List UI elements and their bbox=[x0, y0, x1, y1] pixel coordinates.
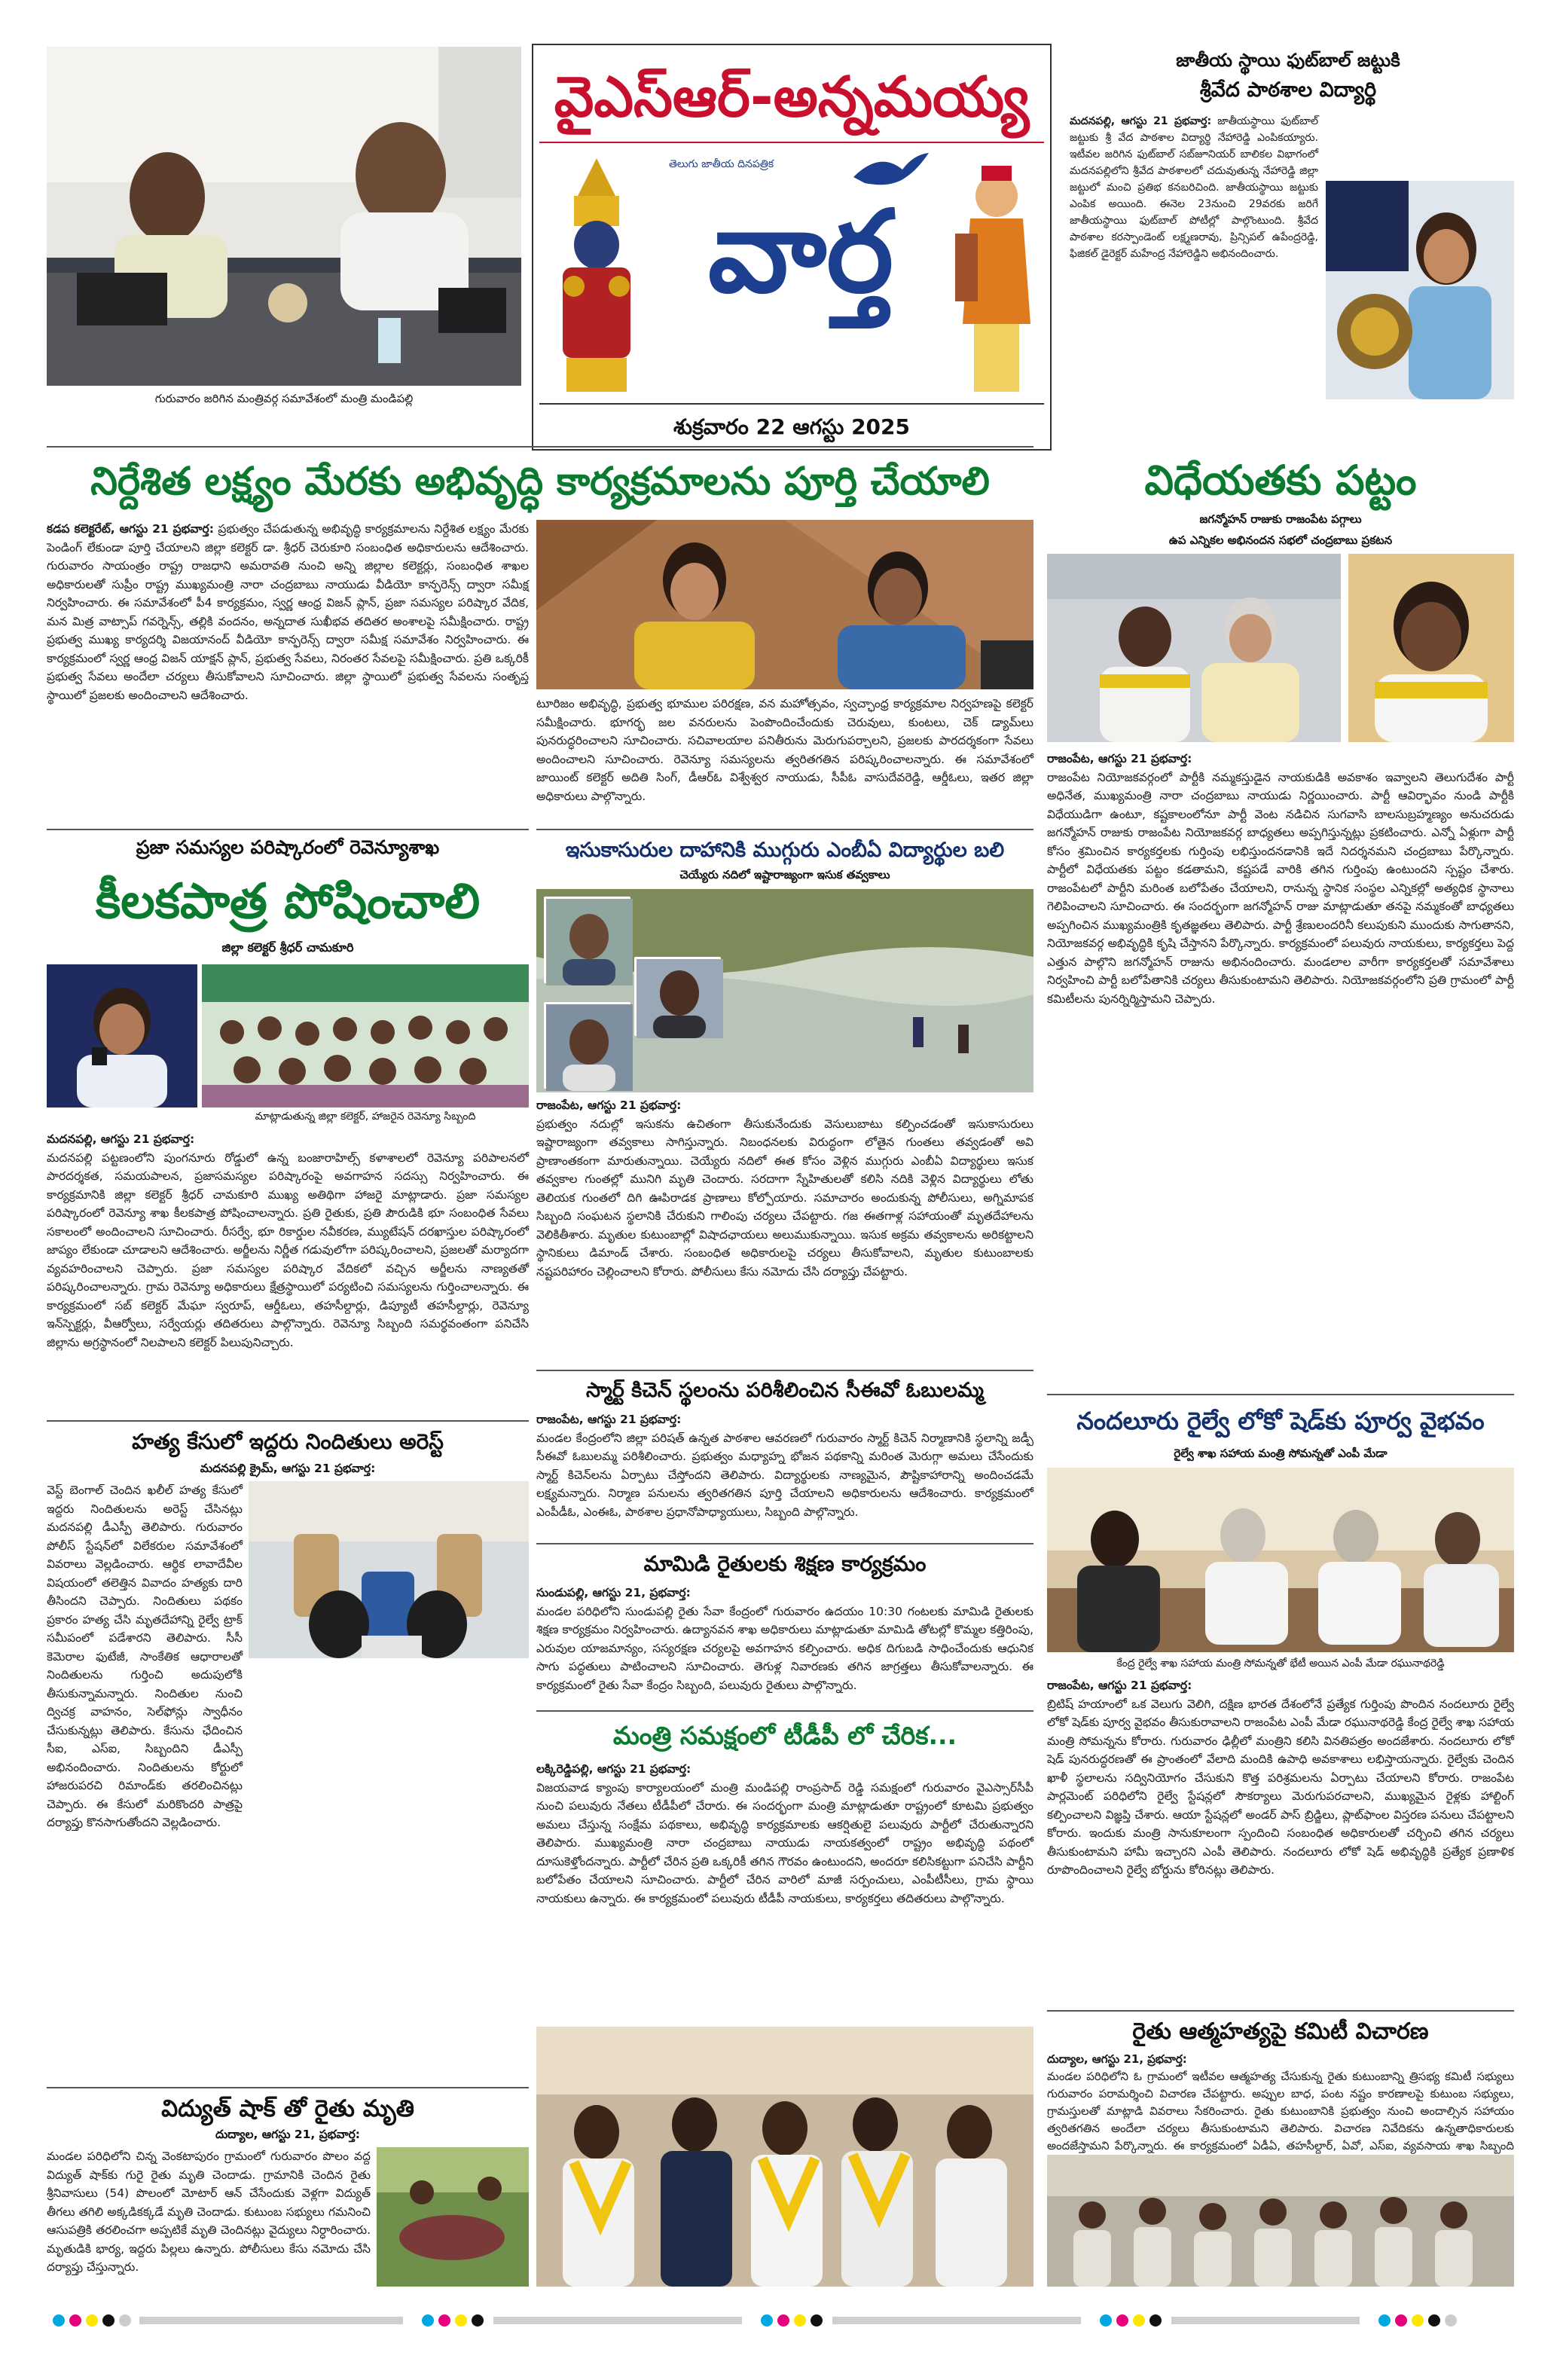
tdp-dateline: లక్కిరెడ్డిపల్లి, ఆగస్టు 21 ప్రభవార్త: bbox=[536, 1762, 691, 1776]
murder-headline: హత్య కేసులో ఇద్దరు నిందితులు అరెస్ట్ bbox=[132, 1429, 444, 1454]
drowning-top-rule bbox=[536, 829, 1033, 830]
reg-dot-magenta bbox=[69, 2314, 81, 2327]
reg-bar-3 bbox=[832, 2317, 1081, 2324]
kitchen-dateline: రాజంపేట, ఆగస్టు 21 ప్రభవార్త: bbox=[536, 1413, 682, 1426]
victim-photo-1 bbox=[544, 897, 630, 983]
kitchen-headline: స్మార్ట్ కిచెన్ స్థలంను పరిశీలించిన సీఈవో ఓబులమ్మ bbox=[586, 1379, 984, 1402]
football-body bbox=[1070, 113, 1318, 445]
revenue-photo-inset bbox=[47, 964, 197, 1108]
murder-top-rule bbox=[47, 1420, 529, 1422]
revenue-top-rule bbox=[47, 829, 529, 830]
reg-dot-cyan-4 bbox=[1100, 2314, 1112, 2327]
revenue-headline: కీలకపాత్ర పోషించాలి bbox=[95, 874, 481, 930]
lead-top-rule bbox=[47, 446, 1033, 448]
tdp-photo bbox=[536, 2027, 1033, 2287]
railway-body-text: బ్రిటిష్ హయాంలో ఒక వెలుగు వెలిగి, దక్షిణ భారత దేశంలోనే ప్రత్యేక గుర్తింపు పొందిన నందలూరు రైల్వే లోకో షెడ్‌కు పూర్వ వైభవం తీసుకురావాలని రాజంపేట ఎంపీ మేడా రఘునాథరెడ్డి కేంద్ర రైల్వే శాఖ సహాయ మంత్రి సోమన్నను కోరారు. గురువారం ఢిల్లీలో మంత్రిని కలిసి వినతిపత్రం అందజేశారు. నందలూరు లోకో షెడ్ పునరుద్ధరణతో ఈ ప్రాంతంలో వేలాది మందికి ఉపాధి అవకాశాలు లభిస్తాయన్నారు. రైల్వేకు చెందిన ఖాళీ స్థలాలను సద్వినియోగం చేసుకుని కొత్త పరిశ్రమలను ఏర్పాటు చేయాలని కోరారు. రాజంపేట పార్లమెంట్ పరిధిలోని రైల్వే స్టేషన్లలో సౌకర్యాలు మెరుగుపరచాలని, ముఖ్యమైన రైళ్లకు హాల్టింగ్ కల్పించాలని విజ్ఞప్తి చేశారు. ఆయా స్టేషన్లలో అండర్ పాస్ బ్రిడ్జిలు, ప్లాట్‌ఫాంల విస్తరణ పనులు చేపట్టాలని కోరారు. ఇందుకు మంత్రి సానుకూలంగా స్పందించి సంబంధిత అధికారులతో చర్చించి తగిన చర్యలు తీసుకుంటామని హామీ ఇచ్చారని ఎంపీ తెలిపారు. నందలూరు లోకో షెడ్ అభివృద్ధికి ప్రత్యేక ప్రణాళిక రూపొందించాలని రైల్వే బోర్డును కోరినట్లు తెలిపారు. bbox=[1047, 1697, 1514, 1877]
masthead bbox=[532, 44, 1052, 451]
murder-body-cont bbox=[47, 1665, 529, 2079]
tdp-body-text: విజయవాడ క్యాంపు కార్యాలయంలో మంత్రి మండిపల్లి రాంప్రసాద్ రెడ్డి సమక్షంలో గురువారం వైఎస్సార్‌సీపీ నుంచి పలువురు నేతలు టీడీపీలో చేరారు. ఈ సందర్భంగా మంత్రి మాట్లాడుతూ రాష్ట్రంలో కూటమి ప్రభుత్వం అమలు చేస్తున్న సంక్షేమ పథకాలు, అభివృద్ధి కార్యక్రమాలకు ఆకర్షితులై పలువురు పార్టీలో చేరుతున్నారని తెలిపారు. ముఖ్యమంత్రి నారా చంద్రబాబు నాయుడు నాయకత్వంలో రాష్ట్రం అభివృద్ధి పథంలో దూసుకెళ్తోందన్నారు. పార్టీలో చేరిన ప్రతి ఒక్కరికీ తగిన గౌరవం ఉంటుందని, అందరూ కలిసికట్టుగా పనిచేసి పార్టీని బలోపేతం చేయాలని సూచించారు. పార్టీలో చేరిన వారిలో మాజీ సర్పంచులు, ఎంపీటీసీలు, గ్రామ స్థాయి నాయకులు ఉన్నారు. ఈ కార్యక్రమంలో పలువురు టీడీపీ నాయకులు, కార్యకర్తలు తదితరులు పాల్గొన్నారు. bbox=[536, 1780, 1033, 1905]
registration-bar bbox=[0, 2305, 1557, 2336]
railway-caption: కేంద్ర రైల్వే శాఖ సహాయ మంత్రి సోమన్నతో భేటీ అయిన ఎంపీ మేడా రఘునాథరెడ్డి bbox=[1116, 1657, 1445, 1670]
drowning-sub: చెయ్యేరు నదిలో ఇష్టారాజ్యంగా ఇసుక తవ్వకాలు bbox=[679, 868, 890, 881]
loyalty-sub2: ఉప ఎన్నికల అభినందన సభలో చంద్రబాబు ప్రకటన bbox=[1168, 533, 1393, 547]
reg-dot-magenta-3 bbox=[777, 2314, 789, 2327]
lead-body-left-text: ప్రభుత్వం చేపడుతున్న అభివృద్ధి కార్యక్రమాలను నిర్దేశిత లక్ష్యం మేరకు పెండింగ్ లేకుండా పూర్తి చేయాలని జిల్లా కలెక్టర్ డా. శ్రీధర్ చెరుకూరి సంబంధిత అధికారులను ఆదేశించారు. గురువారం సాయంత్రం రాష్ట్ర రాజధాని అమరావతి నుంచి అన్ని జిల్లాల కలెక్టర్లు, సంబంధిత శాఖల అధికారులతో సుప్రీం రాష్ట్ర ముఖ్యమంత్రి నారా చంద్రబాబు నాయుడు వీడియో కాన్ఫరెన్స్ ద్వారా సమీక్ష నిర్వహించారు. ఈ సమావేశంలో పీ4 కార్యక్రమం, స్వర్ణ ఆంధ్ర విజన్ ప్లాన్, ప్రజా సమస్యల పరిష్కార వేదిక, మన మిత్ర వాట్సాప్ గవర్నెన్స్, తల్లికి వందనం, అన్నదాత సుఖీభవ తదితర అంశాలపై సమీక్షించారు. రాష్ట్ర ప్రభుత్వ ముఖ్య కార్యదర్శి విజయానంద్ వీడియో కాన్ఫరెన్స్ ద్వారా సమీక్ష సమావేశం నిర్వహించారు. ఈ కార్యక్రమంలో స్వర్ణ ఆంధ్ర విజన్ యాక్షన్ ప్లాన్, ప్రభుత్వ సేవలు, నిరంతర సేవలపై సమీక్షించారు. ప్రతి ఒక్కరికీ ప్రభుత్వ సేవలు అందేలా చర్యలు తీసుకోవాలని సూచించారు. జిల్లా స్థాయిలో ప్రభుత్వ సేవలను సంతృప్త స్థాయిలో ప్రజలకు అందించాలని ఆదేశించారు. bbox=[47, 522, 529, 702]
reg-bar-2 bbox=[493, 2317, 742, 2324]
revenue-kicker: ప్రజా సమస్యల పరిష్కారంలో రెవెన్యూశాఖ bbox=[136, 836, 440, 858]
revenue-photo-crowd bbox=[202, 964, 529, 1108]
mango-body bbox=[536, 1584, 1033, 1708]
reg-dot-black-3 bbox=[811, 2314, 823, 2327]
kitchen-top-rule bbox=[536, 1370, 1033, 1371]
kitchen-body bbox=[536, 1410, 1033, 1538]
loyalty-body-text: రాజంపేట నియోజకవర్గంలో పార్టీకి నమ్మకస్తుడైన నాయకుడికి అవకాశం ఇవ్వాలని తెలుగుదేశం పార్టీ అధినేత, ముఖ్యమంత్రి నారా చంద్రబాబు నాయుడు నిర్ణయించారు. పార్టీ ఆవిర్భావం నుండి పార్టీకి విధేయుడిగా ఉంటూ, కష్టకాలంలోనూ పార్టీ వెంట నడిచిన సుగవాసి బాలసుబ్రహ్మణ్యం అనుచరుడు జగన్మోహన్ రాజుకు రాజంపేట నియోజకవర్గ బాధ్యతలు అప్పగిస్తున్నట్లు ప్రకటించారు. ఎన్నో ఏళ్లుగా పార్టీ కోసం శ్రమించిన కార్యకర్తలకు గుర్తింపు లభిస్తుందనడానికి ఇదే నిదర్శనమని చంద్రబాబు పేర్కొన్నారు. పార్టీలో విధేయతకు పట్టం కడతామని, కష్టపడే వారికి తగిన గుర్తింపు ఉంటుందని స్పష్టం చేశారు. రాజంపేటలో పార్టీని మరింత బలోపేతం చేయాలని, రానున్న స్థానిక సంస్థల ఎన్నికల్లో అత్యధిక స్థానాలు గెలిపించాలని సూచించారు. ఈ సందర్భంగా జగన్మోహన్ రాజు మాట్లాడుతూ తనపై నమ్మకంతో బాధ్యతలు అప్పగించిన ముఖ్యమంత్రికి కృతజ్ఞతలు తెలిపారు. పార్టీ శ్రేణులందరినీ కలుపుకుని ముందుకు సాగుతానని, నియోజకవర్గ అభివృద్ధికి కృషి చేస్తానని పేర్కొన్నారు. కార్యక్రమంలో పలువురు నాయకులు, కార్యకర్తలు పెద్ద ఎత్తున పాల్గొని జగన్మోహన్ రాజును అభినందించారు. మండలాల వారీగా కార్యకర్తలతో సమావేశాలు నిర్వహించి పార్టీ బలోపేతానికి చర్యలు తీసుకుంటామని తెలిపారు. నియోజకవర్గంలోని ప్రతి గ్రామంలో పార్టీ కమిటీలను పునర్నిర్మిస్తామని చెప్పారు. bbox=[1047, 770, 1514, 1006]
tdp-top-rule bbox=[536, 1710, 1033, 1712]
railway-headline: నందలూరు రైల్వే లోకో షెడ్‌కు పూర్వ వైభవం bbox=[1076, 1407, 1485, 1435]
masthead-date: శుక్రవారం 22 ఆగస్టు 2025 bbox=[673, 414, 910, 439]
reg-dot-black-5 bbox=[1428, 2314, 1440, 2327]
reg-dot-cyan bbox=[53, 2314, 65, 2327]
tdp-headline: మంత్రి సమక్షంలో టీడీపీ లో చేరిక... bbox=[612, 1721, 957, 1750]
shock-body: మండల పరిధిలోని చిన్న వెంకటాపురం గ్రామంలో గురువారం పొలం వద్ద విద్యుత్ షాక్‌కు గురై రైతు మృతి చెందాడు. గ్రామానికి చెందిన రైతు శ్రీనివాసులు (54) పొలంలో మోటార్ ఆన్ చేసేందుకు వెళ్లగా విద్యుత్ తీగలు తగిలి అక్కడికక్కడే మృతి చెందాడు. కుటుంబ సభ్యులు గమనించి ఆసుపత్రికి తరలించగా అప్పటికే మృతి చెందినట్లు వైద్యులు నిర్ధారించారు. మృతుడికి భార్య, ఇద్దరు పిల్లలు ఉన్నారు. పోలీసులు కేసు నమోదు చేసి దర్యాప్తు చేస్తున్నారు. bbox=[47, 2149, 371, 2274]
masthead-logo: వార్త bbox=[707, 187, 894, 318]
drowning-body bbox=[536, 1096, 1033, 1364]
mango-body-text: మండల పరిధిలోని సుండుపల్లి రైతు సేవా కేంద్రంలో గురువారం ఉదయం 10:30 గంటలకు మామిడి రైతులకు శిక్షణ కార్యక్రమం నిర్వహించారు. ఉద్యానవన శాఖ అధికారులు మాట్లాడుతూ మామిడి తోటల్లో కొమ్మల కత్తిరింపు, ఎరువుల యాజమాన్యం, సస్యరక్షణ చర్యలపై అవగాహన కల్పించారు. అధిక దిగుబడి సాధించేందుకు ఆధునిక సాగు పద్ధతులు పాటించాలని సూచించారు. తెగుళ్ల నివారణకు తగిన జాగ్రత్తలు తీసుకోవాలన్నారు. ఈ కార్యక్రమంలో రైతు సేవా కేంద్రం సిబ్బంది, పలువురు రైతులు పాల్గొన్నారు. bbox=[536, 1604, 1033, 1692]
victim-photo-3 bbox=[544, 1002, 630, 1089]
drowning-dateline: రాజంపేట, ఆగస్టు 21 ప్రభవార్త: bbox=[536, 1098, 682, 1112]
football-body-text: జాతీయస్థాయి ఫుట్‌బాల్ జట్టుకు శ్రీ వేద పాఠశాల విద్యార్థి నేహారెడ్డి ఎంపికయ్యారు. ఇటీవల జరిగిన ఫుట్‌బాల్ సబ్‌జూనియర్ బాలికల విభాగంలో మదనపల్లిలోని శ్రీవేద పాఠశాలలో చదువుతున్న నేహారెడ్డి జిల్లా జట్టులో మంచి ప్రతిభ కనబరిచింది. జాతీయస్థాయి జట్టుకు ఎంపిక అయింది. ఈనెల 23నుంచి 29వరకు జరిగే జాతీయస్థాయి ఫుట్‌బాల్ పోటీల్లో పాల్గొంటుంది. శ్రీవేద పాఠశాల కరస్పాండెంట్ లక్ష్మణరావు, ప్రిన్సిపల్ ఉపేంద్రరెడ్డి, ఫిజికల్ డైరెక్టర్ మహేంద్ర నేహారెడ్డిని అభినందించారు. bbox=[1070, 115, 1319, 260]
mango-top-rule bbox=[536, 1543, 1033, 1544]
loyalty-sub1: జగన్మోహన్ రాజుకు రాజంపేట పగ్గాలు bbox=[1199, 512, 1362, 526]
reg-dot-grey bbox=[119, 2314, 131, 2327]
football-dateline: మదనపల్లి, ఆగస్టు 21 ప్రభవార్త: bbox=[1070, 115, 1212, 127]
reg-dot-yellow-3 bbox=[794, 2314, 806, 2327]
railway-photo bbox=[1047, 1468, 1514, 1652]
railway-dateline: రాజంపేట, ఆగస్టు 21 ప్రభవార్త: bbox=[1047, 1679, 1192, 1692]
lead-body-left bbox=[47, 520, 529, 821]
reg-dot-yellow-4 bbox=[1133, 2314, 1145, 2327]
suicide-body bbox=[1047, 2051, 1514, 2152]
masthead-district: వైఎస్ఆర్-అన్నమయ్య bbox=[539, 51, 1044, 143]
mango-dateline: సుండుపల్లి, ఆగస్టు 21, ప్రభవార్త: bbox=[536, 1586, 691, 1599]
suicide-top-rule bbox=[1047, 2010, 1514, 2012]
masthead-date-rule bbox=[539, 403, 1044, 405]
reg-dot-black-2 bbox=[472, 2314, 484, 2327]
suicide-headline: రైతు ఆత్మహత్యపై కమిటీ విచారణ bbox=[1132, 2018, 1429, 2045]
revenue-caption: మాట్లాడుతున్న జిల్లా కలెక్టర్, హాజరైన రెవెన్యూ సిబ్బంది bbox=[255, 1111, 476, 1123]
loyalty-photo-right bbox=[1348, 554, 1514, 742]
reg-dot-cyan-5 bbox=[1378, 2314, 1391, 2327]
victim-photo-2 bbox=[634, 957, 721, 1036]
meeting-photo bbox=[47, 47, 521, 386]
revenue-dateline: మదనపల్లి, ఆగస్టు 21 ప్రభవార్త: bbox=[47, 1132, 195, 1146]
reg-bar-4 bbox=[1171, 2317, 1360, 2324]
loyalty-headline: విధేయతకు పట్టం bbox=[1144, 457, 1417, 504]
reg-dot-yellow bbox=[86, 2314, 98, 2327]
shock-photo bbox=[377, 2147, 529, 2287]
football-photo bbox=[1326, 181, 1514, 399]
lead-headline: నిర్దేశిత లక్ష్యం మేరకు అభివృద్ధి కార్యక్రమాలను పూర్తి చేయాలి bbox=[90, 460, 990, 504]
dove-icon bbox=[850, 147, 933, 192]
lead-body-right: టూరిజం అభివృద్ధి, ప్రభుత్వ భూముల పరిరక్షణ, వన మహోత్సవం, స్వచ్ఛాంధ్ర కార్యక్రమాల నిర్వహణపై కలెక్టర్ సమీక్షించారు. భూగర్భ జల వనరులను పెంపొందించేందుకు చెరువులు, కుంటలు, చెక్ డ్యామ్‌లు పునరుద్ధరించాలని సూచించారు. సచివాలయాల పనితీరును మెరుగుపర్చాలని, ప్రజలకు పారదర్శకంగా సేవలు అందించాలని సూచించారు. రెవెన్యూ సమస్యలను త్వరితగతిన పరిష్కరించాలన్నారు. ఈ సమావేశంలో జాయింట్ కలెక్టర్ అదితి సింగ్, డీఆర్‌ఓ విశ్వేశ్వర నాయుడు, సీపీఓ వాసుదేవరెడ్డి, ఆర్డీఓలు, ఇతర జిల్లా అధికారులు పాల్గొన్నారు. bbox=[536, 697, 1033, 803]
reg-dot-cyan-3 bbox=[761, 2314, 773, 2327]
kitchen-body-text: మండల కేంద్రంలోని జిల్లా పరిషత్ ఉన్నత పాఠశాల ఆవరణలో గురువారం స్మార్ట్ కిచెన్ నిర్మాణానికి స్థలాన్ని జడ్పీ సీఈవో ఓబులమ్మ పరిశీలించారు. ప్రభుత్వం మధ్యాహ్న భోజన పథకాన్ని మరింత మెరుగ్గా అమలు చేసేందుకు స్మార్ట్ కిచెన్‌లను ఏర్పాటు చేస్తోందని తెలిపారు. విద్యార్థులకు నాణ్యమైన, పౌష్టికాహారాన్ని అందించడమే లక్ష్యమన్నారు. నిర్మాణ పనులను త్వరితగతిన పూర్తి చేయాలని అధికారులను ఆదేశించారు. కార్యక్రమంలో ఎంపీడీఓ, ఎంఈఓ, పాఠశాల ప్రధానోపాధ్యాయులు, సిబ్బంది పాల్గొన్నారు. bbox=[536, 1431, 1033, 1519]
revenue-byline: జిల్లా కలెక్టర్ శ్రీధర్ చామకూరి bbox=[221, 940, 354, 955]
deity-illustration bbox=[544, 151, 649, 399]
tdp-body bbox=[536, 1760, 1033, 2024]
reg-dot-black-4 bbox=[1149, 2314, 1162, 2327]
murder-photo bbox=[249, 1481, 529, 1658]
football-heading-1: జాతీయ స్థాయి ఫుట్‌బాల్ జట్టుకి bbox=[1176, 50, 1400, 71]
loyalty-photo-left bbox=[1047, 554, 1341, 742]
lead-dateline: కడప కలెక్టరేట్, ఆగస్టు 21 ప్రభవార్త: bbox=[47, 522, 214, 536]
railway-body bbox=[1047, 1676, 1514, 2004]
reg-dot-magenta-2 bbox=[438, 2314, 450, 2327]
reg-dot-magenta-5 bbox=[1395, 2314, 1407, 2327]
revenue-body-text: మదనపల్లి పట్టణంలోని పుంగనూరు రోడ్డులో ఉన్న బంజారాహిల్స్ కళాశాలలో రెవెన్యూ పరిపాలనలో పారదర్శకత, సమయపాలన, ప్రజాసమస్యల పరిష్కారంపై అవగాహన సదస్సు నిర్వహించారు. ఈ కార్యక్రమానికి జిల్లా కలెక్టర్ శ్రీధర్ చామకూరి ముఖ్య అతిథిగా హాజరై మాట్లాడారు. ప్రజా సమస్యల పరిష్కారంలో రెవెన్యూ శాఖ కీలకపాత్ర పోషించాలన్నారు. ప్రతి రైతుకు, ప్రతి పౌరుడికి భూ సంబంధిత సేవలు సకాలంలో అందించాలని సూచించారు. రీసర్వే, భూ రికార్డుల నవీకరణ, మ్యుటేషన్ దరఖాస్తుల పరిష్కారంలో జాప్యం లేకుండా చూడాలని ఆదేశించారు. అర్జీలను నిర్ణీత గడువులోగా పరిష్కరించాలని, ప్రజలతో మర్యాదగా వ్యవహరించాలని చెప్పారు. ప్రజా సమస్యల పరిష్కార వేదికలో వచ్చిన అర్జీలను నాణ్యతతో పరిష్కరించాలన్నారు. గ్రామ రెవెన్యూ అధికారులు క్షేత్రస్థాయిలో పర్యటించి సమస్యలను గుర్తించాలన్నారు. ఈ కార్యక్రమంలో సబ్ కలెక్టర్ మేఘా స్వరూప్, ఆర్డీఓలు, తహసీల్దార్లు, డిప్యూటీ తహసీల్దార్లు, రెవెన్యూ ఇన్‌స్పెక్టర్లు, వీఆర్వోలు, సర్వేయర్లు తదితరులు పాల్గొన్నారు. రెవెన్యూ సిబ్బంది సమర్థవంతంగా పనిచేసి జిల్లాను అగ్రస్థానంలో నిలపాలని కలెక్టర్ పిలుపునిచ్చారు. bbox=[47, 1150, 529, 1349]
meeting-photo-caption: గురువారం జరిగిన మంత్రివర్గ సమావేశంలో మంత్రి మండిపల్లి bbox=[154, 392, 414, 405]
annamayya-illustration bbox=[940, 158, 1046, 399]
reg-dot-yellow-5 bbox=[1412, 2314, 1424, 2327]
football-heading-2: శ్రీవేద పాఠశాల విద్యార్థి bbox=[1199, 78, 1377, 102]
drowning-headline: ఇసుకాసురుల దాహానికి ముగ్గురు ఎంబీఏ విద్యార్థుల బలి bbox=[565, 839, 1005, 862]
shock-dateline: దుద్యాల, ఆగస్టు 21, ప్రభవార్త: bbox=[215, 2128, 360, 2141]
drowning-body-text: ప్రభుత్వం నదుల్లో ఇసుకను ఉచితంగా తీసుకునేందుకు వెసులుబాటు కల్పించడంతో ఇసుకాసురులు ఇష్టారాజ్యంగా తవ్వకాలు సాగిస్తున్నారు. నిబంధనలకు విరుద్ధంగా లోతైన గుంతలు తవ్వడంతో అవి ప్రాణాంతకంగా మారుతున్నాయి. చెయ్యేరు నదిలో ఈత కోసం వెళ్లిన ముగ్గురు ఎంబీఏ విద్యార్థులు ఇసుక తవ్వకాల గుంతల్లో మునిగి మృతి చెందారు. సరదాగా స్నేహితులతో కలిసి నదికి వెళ్లిన విద్యార్థులు లోతు తెలియక గుంతలో దిగి ఊపిరాడక ప్రాణాలు కోల్పోయారు. సమాచారం అందుకున్న పోలీసులు, అగ్నిమాపక సిబ్బంది సంఘటన స్థలానికి చేరుకుని గాలింపు చర్యలు చేపట్టారు. గజ ఈతగాళ్ల సహాయంతో మృతదేహాలను వెలికితీశారు. మృతుల కుటుంబాల్లో విషాదఛాయలు అలుముకున్నాయి. ఇసుక అక్రమ తవ్వకాలను అరికట్టాలని స్థానికులు డిమాండ్ చేశారు. సంబంధిత అధికారులపై చర్యలు తీసుకోవాలని, మృతుల కుటుంబాలకు నష్టపరిహారం చెల్లించాలని కోరారు. పోలీసులు కేసు నమోదు చేసి దర్యాప్తు చేపట్టారు. bbox=[536, 1117, 1033, 1279]
suicide-dateline: దుద్యాల, ఆగస్టు 21, ప్రభవార్త: bbox=[1047, 2052, 1187, 2066]
loyalty-dateline: రాజంపేట, ఆగస్టు 21 ప్రభవార్త: bbox=[1047, 752, 1192, 765]
railway-top-rule bbox=[1047, 1394, 1514, 1395]
suicide-photo bbox=[1047, 2155, 1514, 2287]
reg-dot-cyan-2 bbox=[422, 2314, 434, 2327]
reg-dot-black bbox=[102, 2314, 114, 2327]
reg-dot-grey-5 bbox=[1445, 2314, 1457, 2327]
mango-headline: మామిడి రైతులకు శిక్షణ కార్యక్రమం bbox=[643, 1551, 927, 1576]
lead-photo bbox=[536, 520, 1033, 689]
shock-headline: విద్యుత్ షాక్ తో రైతు మృతి bbox=[161, 2095, 414, 2122]
reg-dot-yellow-2 bbox=[455, 2314, 467, 2327]
reg-bar-1 bbox=[139, 2317, 403, 2324]
masthead-tagline: తెలుగు జాతీయ దినపత్రిక bbox=[669, 158, 774, 170]
suicide-body-text: మండల పరిధిలోని ఓ గ్రామంలో ఇటీవల ఆత్మహత్య చేసుకున్న రైతు కుటుంబాన్ని త్రిసభ్య కమిటీ సభ్యులు గురువారం పరామర్శించి విచారణ చేపట్టారు. అప్పుల బాధ, పంట నష్టం కారణాలపై కుటుంబ సభ్యులు, గ్రామస్తులతో మాట్లాడి వివరాలు సేకరించారు. రైతు కుటుంబానికి ప్రభుత్వం నుంచి అందాల్సిన సహాయం త్వరితగతిన అందేలా చర్యలు తీసుకుంటామని తెలిపారు. విచారణ నివేదికను ఉన్నతాధికారులకు అందజేస్తామని పేర్కొన్నారు. ఈ కార్యక్రమంలో ఏడీఏ, తహసీల్దార్, ఏవో, ఎస్‌ఐ, వ్యవసాయ శాఖ సిబ్బంది bbox=[1047, 2070, 1514, 2152]
railway-sub: రైల్వే శాఖ సహాయ మంత్రి సోమన్నతో ఎంపీ మేడా bbox=[1174, 1447, 1388, 1460]
loyalty-body bbox=[1047, 750, 1514, 1390]
shock-top-rule bbox=[47, 2087, 529, 2088]
revenue-body bbox=[47, 1130, 529, 1413]
murder-body: వెస్ట్ బెంగాల్ చెందిన ఖలీల్ హత్య కేసులో ఇద్దరు నిందితులను అరెస్ట్ చేసినట్లు మదనపల్లి డీఎస్పీ తెలిపారు. గురువారం పోలీస్ స్టేషన్‌లో విలేకరుల సమావేశంలో వివరాలు వెల్లడించారు. ఆర్థిక లావాదేవీల విషయంలో తలెత్తిన వివాదం హత్యకు దారి తీసిందని చెప్పారు. నిందితులు పథకం ప్రకారం హత్య చేసి మృతదేహాన్ని రైల్వే ట్రాక్ సమీపంలో పడేశారని తెలిపారు. సీసీ కెమెరాల ఫుటేజీ, సాంకేతిక ఆధారాలతో నిందితులను గుర్తించి అదుపులోకి తీసుకున్నామన్నారు. నిందితుల నుంచి ద్విచక్ర వాహనం, సెల్‌ఫోన్లు స్వాధీనం చేసుకున్నట్లు తెలిపారు. కేసును ఛేదించిన సీఐ, ఎస్‌ఐ, సిబ్బందిని డీఎస్పీ అభినందించారు. నిందితులను కోర్టులో హాజరుపరచి రిమాండ్‌కు తరలించినట్లు చెప్పారు. ఈ కేసులో మరికొందరి పాత్రపై దర్యాప్తు కొనసాగుతోందని వెల్లడించారు. bbox=[47, 1483, 243, 1829]
reg-dot-magenta-4 bbox=[1116, 2314, 1128, 2327]
murder-dateline: మదనపల్లి క్రైమ్, ఆగస్టు 21 ప్రభవార్త: bbox=[200, 1462, 376, 1475]
